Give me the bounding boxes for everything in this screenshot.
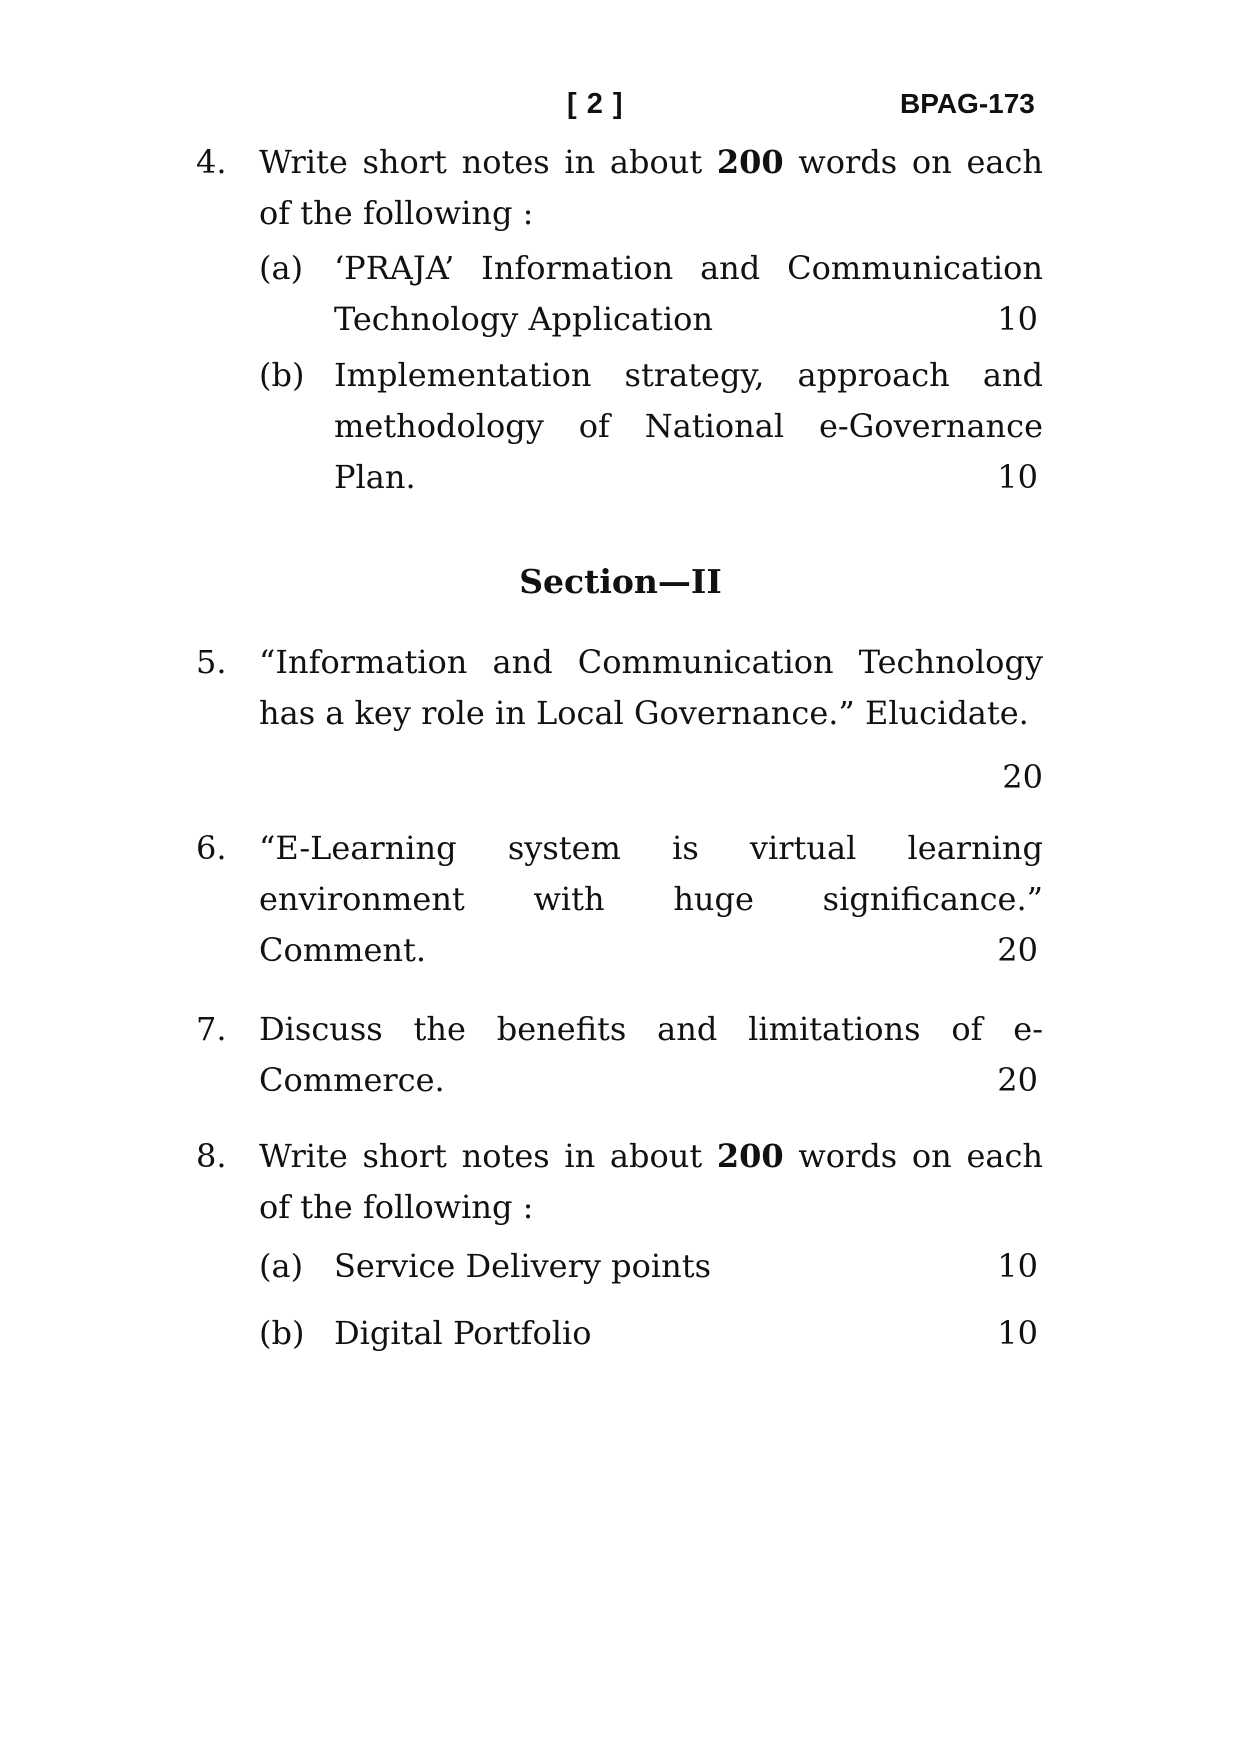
subquestion-label: (b)	[259, 356, 305, 394]
subquestion-text	[334, 1241, 1043, 1292]
question-8b	[259, 1308, 1043, 1359]
marks: 20	[997, 1061, 1038, 1099]
question-6	[196, 823, 1043, 976]
subquestion-text-content: Implementation strategy, approach and methodology of National e-Governance Plan.	[334, 356, 1043, 496]
question-4b	[259, 350, 1043, 503]
question-4a	[259, 243, 1043, 345]
question-text-part: words on each of the following :	[259, 1137, 1044, 1226]
question-7	[196, 1004, 1043, 1106]
subquestion-label: (a)	[259, 1247, 304, 1285]
question-number: 6.	[196, 829, 227, 867]
word-count: 200	[716, 1137, 784, 1175]
subquestion-text-content: Digital Portfolio	[334, 1314, 592, 1352]
question-number: 5.	[196, 643, 227, 681]
marks: 10	[997, 300, 1038, 338]
subquestion-text	[334, 1308, 1043, 1359]
question-text	[259, 1131, 1043, 1233]
word-count: 200	[716, 143, 784, 181]
marks: 20	[997, 931, 1038, 969]
marks: 10	[997, 1314, 1038, 1352]
question-text-part: Write short notes in about	[259, 143, 717, 181]
subquestion-label: (b)	[259, 1314, 305, 1352]
question-8a	[259, 1241, 1043, 1292]
question-text	[259, 1004, 1043, 1106]
question-text-content: “E-Learning system is virtual learning environment with huge significance.” Comment.	[259, 829, 1043, 969]
subquestion-text	[334, 350, 1043, 503]
marks: 20	[1002, 758, 1043, 796]
question-4	[196, 137, 1043, 239]
subquestion-label: (a)	[259, 249, 304, 287]
question-text	[259, 823, 1043, 976]
question-text-part: words on each of the following :	[259, 143, 1044, 232]
question-5	[196, 637, 1043, 739]
question-text-part: Write short notes in about	[259, 1137, 717, 1175]
question-text-content: Discuss the benefits and limitations of e-Commerce.	[259, 1010, 1043, 1099]
question-number: 4.	[196, 143, 227, 181]
paper-code: BPAG-173	[900, 88, 1035, 119]
question-8	[196, 1131, 1043, 1233]
subquestion-text-content: Service Delivery points	[334, 1247, 711, 1285]
question-text	[259, 137, 1043, 239]
page-number: [ 2 ]	[567, 88, 624, 120]
subquestion-text	[334, 243, 1043, 345]
subquestion-text-content: ‘PRAJA’ Information and Communication Technology Application	[334, 249, 1043, 338]
section-heading: Section—II	[519, 562, 722, 601]
marks: 10	[997, 458, 1038, 496]
question-text: “Information and Communication Technology has a key role in Local Governance.” Elucidate.	[259, 643, 1043, 732]
question-number: 8.	[196, 1137, 227, 1175]
question-number: 7.	[196, 1010, 227, 1048]
marks: 10	[997, 1247, 1038, 1285]
